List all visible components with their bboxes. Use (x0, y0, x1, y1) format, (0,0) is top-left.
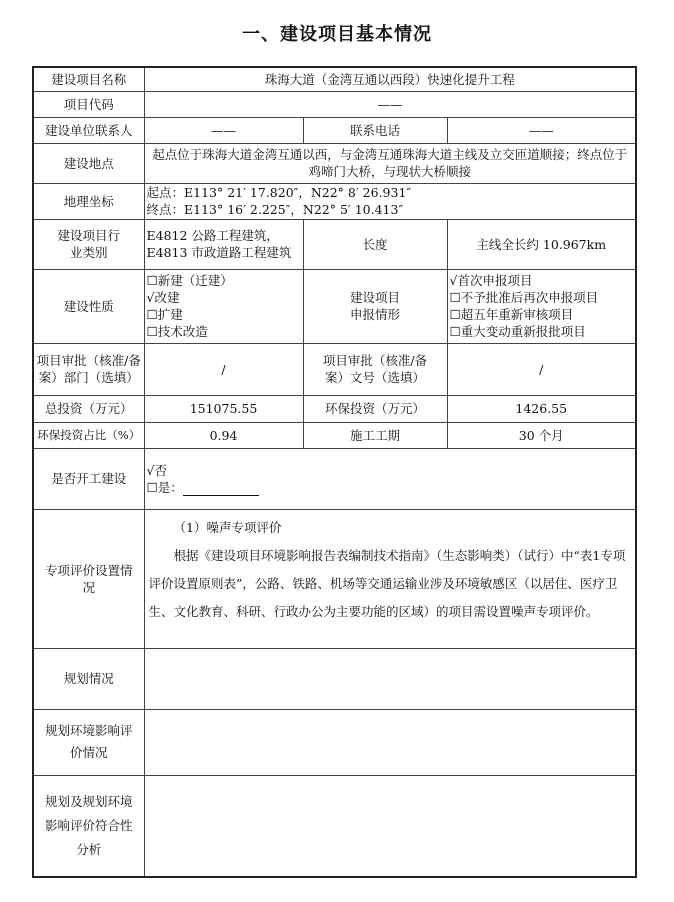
report-option[interactable]: ☐超五年重新审核项目 (449, 307, 574, 322)
plan-env-value (144, 709, 636, 775)
ratio-value: 0.94 (144, 422, 303, 448)
phone-value: —— (447, 117, 636, 143)
report-label: 申报情形 (349, 307, 400, 322)
report-option[interactable]: √首次申报项目 (449, 273, 533, 288)
code-label: 项目代码 (33, 91, 144, 117)
location-value: 起点位于珠海大道金湾互通以西，与金湾互通珠海大道主线及立交匝道顺接；终点位于鸡啼门大桥，与现状大桥顺接 (144, 143, 636, 183)
length-label: 长度 (303, 219, 447, 269)
env-invest-label: 环保投资（万元） (303, 395, 447, 422)
industry-label: 建设项目行业类别 (33, 219, 144, 269)
started-no[interactable]: √否 (146, 462, 167, 478)
contact-label: 建设单位联系人 (33, 117, 144, 143)
name-value: 珠海大道（金湾互通以西段）快速化提升工程 (144, 67, 636, 91)
nature-option[interactable]: ☐技术改造 (146, 324, 208, 339)
period-value: 30 个月 (447, 422, 636, 448)
period-label: 施工工期 (303, 422, 447, 448)
plan-conform-label: 规划及规划环境影响评价符合性分析 (33, 775, 144, 877)
phone-label: 联系电话 (303, 117, 447, 143)
nature-label: 建设性质 (33, 269, 144, 343)
special-label: 专项评价设置情况 (33, 509, 144, 648)
plan-conform-value (144, 775, 636, 877)
plan-label: 规划情况 (33, 648, 144, 709)
plan-value (144, 648, 636, 709)
special-text: 根据《建设项目环境影响报告表编制技术指南》（生态影响类）（试行）中“表1专项评价设置原则表”，公路、铁路、机场等交通运输业涉及环境敏感区（以居住、医疗卫生、文化教育、科研、行政办公为主要功能的区域）的项目需设置噪声专项评价。 (148, 547, 626, 619)
contact-value: —— (144, 117, 303, 143)
code-value: —— (144, 91, 636, 117)
started-label: 是否开工建设 (33, 448, 144, 509)
coord-start: 起点：E113° 21′ 17.820″，N22° 8′ 26.931″ (146, 185, 412, 200)
name-label: 建设项目名称 (33, 67, 144, 91)
location-label: 建设地点 (33, 143, 144, 183)
invest-label: 总投资（万元） (33, 395, 144, 422)
industry-1: E4812 公路工程建筑， (146, 228, 279, 243)
report-option[interactable]: ☐不予批准后再次申报项目 (449, 290, 599, 305)
report-label: 建设项目 (349, 290, 400, 305)
started-yes[interactable]: ☐是： (146, 479, 183, 495)
env-invest-value: 1426.55 (447, 395, 636, 422)
coord-label: 地理坐标 (33, 183, 144, 219)
ratio-label: 环保投资占比（%） (33, 422, 144, 448)
approval-no-value: / (447, 343, 636, 395)
industry-2: E4813 市政道路工程建筑 (146, 245, 292, 260)
invest-value: 151075.55 (144, 395, 303, 422)
approval-no-label: 项目审批（核准/备案）文号（选填） (303, 343, 447, 395)
plan-env-label: 规划环境影响评价情况 (33, 709, 144, 775)
special-title: （1）噪声专项评价 (173, 519, 282, 535)
page-title: 一、建设项目基本情况 (242, 24, 432, 45)
nature-option[interactable]: ☐扩建 (146, 307, 183, 322)
approval-dept-label: 项目审批（核准/备案）部门（选填） (33, 343, 144, 395)
nature-option[interactable]: √改建 (146, 290, 180, 305)
approval-dept-value: / (144, 343, 303, 395)
report-option[interactable]: ☐重大变动重新报批项目 (449, 324, 586, 339)
project-info-table (32, 66, 637, 878)
nature-option[interactable]: ☐新建（迁建） (146, 273, 233, 288)
length-value: 主线全长约 10.967km (447, 219, 636, 269)
started-date-blank (183, 482, 259, 496)
coord-end: 终点：E113° 16′ 2.225″，N22° 5′ 10.413″ (146, 202, 404, 217)
